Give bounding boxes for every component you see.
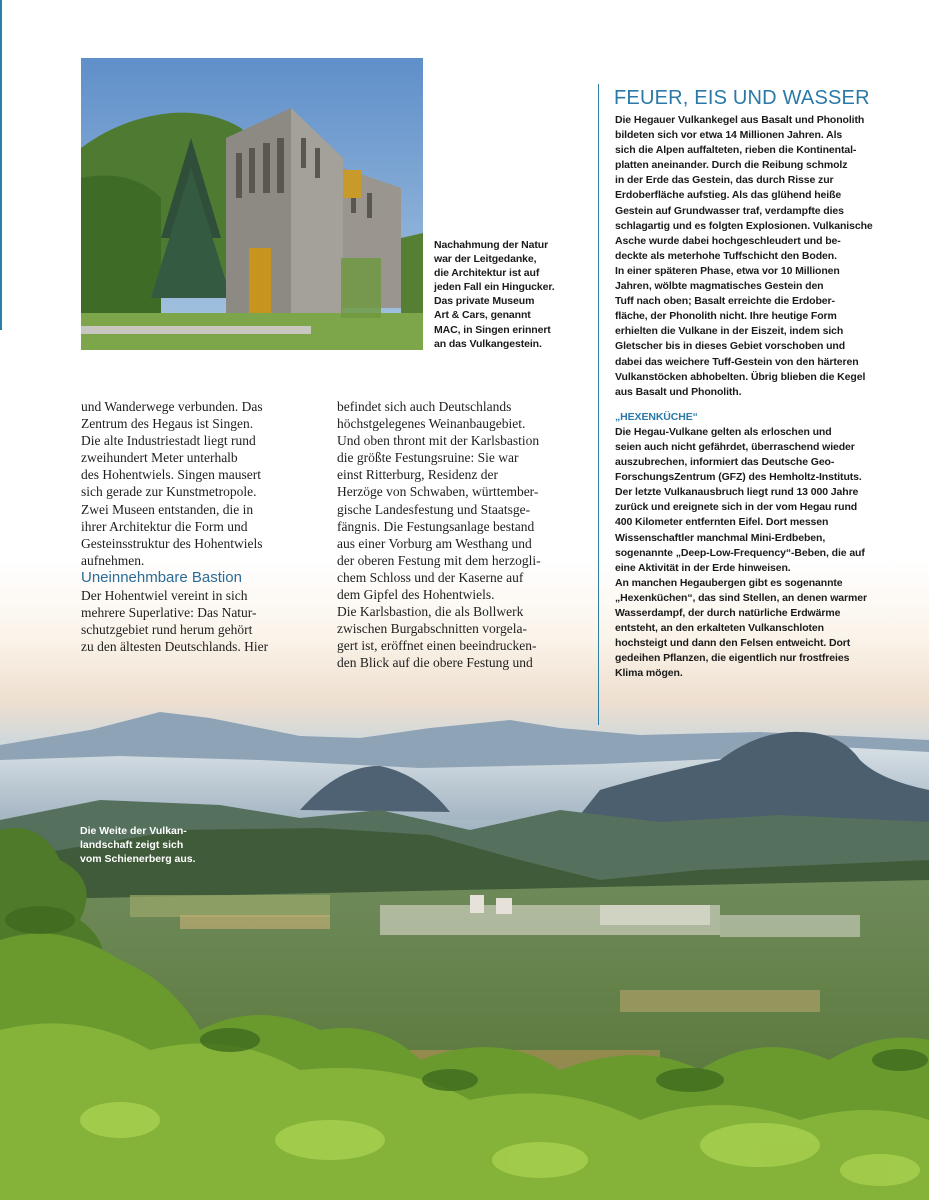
section-subheading: Uneinnehmbare Bastion	[81, 568, 242, 586]
caption-line: MAC, in Singen erinnert	[434, 323, 551, 336]
sidebar-line: Der letzte Vulkanausbruch liegt rund 13 000 Jahre	[615, 486, 859, 499]
text-line: chem Schloss und der Kaserne auf	[337, 569, 524, 585]
sidebar-line: ForschungsZentrum (GFZ) des Hemholtz-Instituts.	[615, 471, 862, 484]
museum-photo	[81, 58, 423, 350]
text-line: zwischen Burgabschnitten vorgela-	[337, 621, 527, 637]
sidebar-line: Gestein auf Grundwasser traf, verdampfte dies	[615, 204, 844, 217]
sidebar-line: fläche, der Phonolith nicht. Ihre heutige Form	[615, 310, 837, 323]
caption-line: Das private Museum	[434, 295, 535, 308]
text-line: aufnehmen.	[81, 552, 145, 568]
sidebar-line: „Hexenküchen“, das sind Stellen, an denen warmer	[615, 591, 867, 604]
text-line: Die alte Industriestadt liegt rund	[81, 433, 256, 449]
text-line: schutzgebiet rund herum gehört	[81, 622, 253, 638]
sidebar-line: sogenannte „Deep-Low-Frequency“-Beben, die auf	[615, 546, 865, 559]
sidebar-line: in der Erde das Gestein, das durch Risse zur	[615, 174, 834, 187]
text-line: Die Karlsbastion, die als Bollwerk	[337, 604, 524, 620]
sidebar-line: Die Hegauer Vulkankegel aus Basalt und Phonolith	[615, 114, 865, 126]
caption-line: an das Vulkangestein.	[434, 337, 542, 350]
text-line: sich gerade zur Kunstmetropole.	[81, 484, 257, 500]
text-line: und Wanderwege verbunden. Das	[81, 399, 263, 414]
sidebar-line: Wasserdampf, der durch natürliche Erdwärme	[615, 607, 841, 619]
sidebar-text	[615, 113, 877, 681]
text-line: Gesteinsstruktur des Hohentwiels	[81, 535, 263, 551]
photo-caption	[434, 238, 564, 351]
sidebar-line: Klima mögen.	[615, 667, 683, 680]
text-line: befindet sich auch Deutschlands	[337, 399, 512, 414]
sidebar-line: 400 Kilometer entfernten Eifel. Dort messen	[615, 516, 829, 529]
sidebar-line: Vulkanstöcken abhobelten. Übrig blieben die Kegel	[615, 370, 866, 383]
text-line: höchstgelegenes Weinanbaugebiet.	[337, 416, 526, 432]
sidebar-line: sich die Alpen auffalteten, rieben die Kontinental-	[615, 144, 857, 157]
text-line: Zwei Museen entstanden, die in	[81, 501, 254, 517]
text-line: gische Landesfestung und Staatsge-	[337, 501, 531, 517]
text-line: aus einer Vorburg am Westhang und	[337, 535, 532, 551]
caption-line: jeden Fall ein Hingucker.	[434, 281, 555, 294]
text-line: zu den ältesten Deutschlands. Hier	[81, 639, 269, 655]
text-line: einst Ritterburg, Residenz der	[337, 467, 498, 483]
caption-line: Die Weite der Vulkan-	[80, 825, 187, 837]
sidebar-line: Gletscher bis in dieses Gebiet vorschoben und	[615, 340, 846, 353]
sidebar-line: Erdoberfläche aufstieg. Als das glühend heiße	[615, 189, 842, 202]
sidebar-line: In einer späteren Phase, etwa vor 10 Millionen	[615, 264, 840, 277]
sidebar-line: Asche wurde dabei hochgeschleudert und be-	[615, 234, 841, 247]
text-line: zweihundert Meter unterhalb	[81, 450, 238, 466]
text-line: fängnis. Die Festungsanlage bestand	[337, 518, 535, 534]
sidebar-line: Wissenschaftler manchmal Mini-Erdbeben,	[615, 531, 826, 544]
caption-line: Nachahmung der Natur	[434, 239, 549, 251]
sidebar-line: Tuff nach oben; Basalt erreichte die Erdober-	[615, 295, 835, 308]
sidebar-subheading: „HEXENKÜCHE“	[615, 410, 698, 423]
sidebar-line: eine Aktivität in der Erde hinweisen.	[615, 561, 791, 574]
text-line: die größte Festungsruine: Sie war	[337, 450, 519, 466]
info-sidebar	[598, 84, 889, 725]
sidebar-line: auszubrechen, informiert das Deutsche Geo-	[615, 456, 835, 469]
sidebar-line: gedeihen Pflanzen, die eigentlich nur frostfreies	[615, 652, 850, 665]
sidebar-line: platten aneinander. Durch die Reibung schmolz	[615, 159, 848, 172]
text-line: Der Hohentwiel vereint in sich	[81, 587, 248, 603]
text-line: dem Gipfel des Hohentwiels.	[337, 587, 495, 603]
text-line: Und oben thront mit der Karlsbastion	[337, 433, 540, 449]
sidebar-line: entsteht, an den erkalteten Vulkanschloten	[615, 622, 824, 635]
article-column-1	[81, 398, 293, 655]
sidebar-line: An manchen Hegaubergen gibt es sogenannte	[615, 576, 843, 589]
text-line: Herzöge von Schwaben, württember-	[337, 484, 539, 500]
sidebar-line: erhielten die Vulkane in der Eiszeit, indem sich	[615, 325, 844, 338]
text-line: den Blick auf die obere Festung und	[337, 655, 533, 671]
sidebar-line: Die Hegau-Vulkane gelten als erloschen und	[615, 425, 832, 438]
caption-line: vom Schienerberg aus.	[80, 853, 196, 865]
sidebar-line: zurück und ereignete sich in der vom Hegau rund	[615, 501, 858, 514]
sidebar-title: FEUER, EIS UND WASSER	[614, 87, 870, 109]
sidebar-line: seien auch nicht gefährdet, überraschend wieder	[615, 440, 855, 453]
text-line: des Hohentwiels. Singen mausert	[81, 467, 261, 483]
text-line: der oberen Festung mit dem herzogli-	[337, 552, 541, 568]
text-line: Zentrum des Hegaus ist Singen.	[81, 416, 254, 432]
sidebar-line: dabei das weichere Tuff-Gestein von den härteren	[615, 355, 859, 368]
sidebar-line: bildeten sich vor etwa 14 Millionen Jahren. Als	[615, 129, 843, 142]
caption-line: Art & Cars, genannt	[434, 309, 531, 322]
text-line: mehrere Superlative: Das Natur-	[81, 605, 257, 621]
sidebar-line: deckte als meterhohe Tuffschicht den Boden.	[615, 249, 837, 262]
caption-line: landschaft zeigt sich	[80, 839, 184, 851]
sidebar-line: Jahren, wölbte magmatisches Gestein den	[615, 280, 824, 293]
sidebar-line: schlagartig und es folgten Explosionen. Vulkanische	[615, 219, 873, 232]
text-line: ihrer Architektur die Form und	[81, 518, 248, 534]
sidebar-line: hochsteigt und dann den Felsen entweicht. Dort	[615, 637, 851, 650]
article-column-2	[337, 398, 567, 672]
caption-line: war der Leitgedanke,	[434, 253, 537, 266]
caption-line: die Architektur ist auf	[434, 267, 540, 280]
landscape-caption	[80, 824, 220, 866]
text-line: gert ist, eröffnet einen beeindrucken-	[337, 638, 537, 654]
sidebar-line: aus Basalt und Phonolith.	[615, 385, 742, 398]
edge-rule	[0, 0, 2, 330]
